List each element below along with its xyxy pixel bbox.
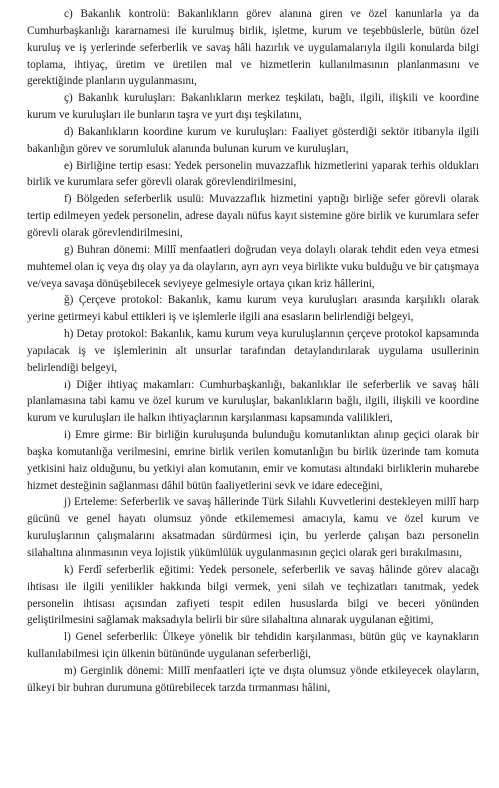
definition-paragraph-i-dotless: ı) Diğer ihtiyaç makamları: Cumhurbaşkanlığı, bakanlıklar ile seferberlik ve savaş hâli planlamasına tabi kamu ve özel kurum ve kuruluşlar, bakanlıkların bağlı, ilgili, ilişkili ve koordine kurum ve kuruluşları ile halkın ihtiyaçlarının karşılanması kapsamında valilikleri, xyxy=(27,378,479,425)
definition-paragraph-c: c) Bakanlık kontrolü: Bakanlıkların görev alanına giren ve özel kanunlarla ya da Cumhurbaşkanlığı kararnamesi ile kurulmuş birlik, işletme, kurum ve teşebbüslerle, bütün özel kuruluş ve iş yerlerinde seferberlik ve savaş hâli hazırlık ve uygulamalarıyla ilgili konularda bilgi toplama, ihtiyaç, üretim ve üretilen mal ve hizmetlerin kullanılmasının planlanmasını ve gerektiğinde planların uygulanmasını, xyxy=(27,8,479,88)
definition-paragraph-l: l) Genel seferberlik: Ülkeye yönelik bir tehdidin karşılanması, bütün güç ve kaynakların kullanılabilmesi için ülkenin bütününde uygulanan seferberliği, xyxy=(27,631,479,661)
definition-paragraph-i: i) Emre girme: Bir birliğin kuruluşunda bulunduğu komutanlıktan alınıp geçici olarak bir başka komutanlığa verilmesini, emrine birlik verilen komutanlığın bu birlik üzerinde tam komuta yetkisini haiz olduğunu, bu yetkiyi alan komutanın, emir ve komutası altındaki birliklerin muharebe hizmet desteğinin sağlanması dâhil bütün faaliyetlerini sevk ve idare edeceğini, xyxy=(27,429,479,492)
definition-paragraph-e: e) Birliğine tertip esası: Yedek personelin muvazzaflık hizmetlerini yaparak terhis oldukları birlik ve kurumlara sefer görevli olarak görevlendirilmesini, xyxy=(27,159,479,189)
definition-paragraph-j: j) Erteleme: Seferberlik ve savaş hâllerinde Türk Silahlı Kuvvetlerini destekleyen millî harp gücünü ve genel hayatı olumsuz yönde etkilememesi amacıyla, kamu ve özel kurum ve kuruluşlarının çalışmalarını aksatmadan sürdürmesi için, bu yerlerde çalışan bazı personelin silahaltına alınmasının veya lojistik yükümlülük uygulanmasının geçici olarak geri bırakılmasını, xyxy=(27,496,479,559)
definition-paragraph-f: f) Bölgeden seferberlik usulü: Muvazzaflık hizmetini yaptığı birliğe sefer görevli olarak tertip edilmeyen yedek personelin, adrese dayalı nüfus kayıt sistemine göre birlik ve kurumlara sefer görevli olarak görevlendirilmesini, xyxy=(27,193,479,239)
definition-paragraph-g: g) Buhran dönemi: Millî menfaatleri doğrudan veya dolaylı olarak tehdit eden veya etmesi muhtemel olan iç veya dış olay ya da olayların, ayrı ayrı veya birlikte vuku bulduğu ve bir çatışmaya ve/veya savaşa dönüşebilecek seviyeye gelmesiyle ortaya çıkan kriz hâllerini, xyxy=(27,243,479,290)
definition-paragraph-cc: ç) Bakanlık kuruluşları: Bakanlıkların merkez teşkilatı, bağlı, ilgili, ilişkili ve koordine kurum ve kuruluşları ile bunların taşra ve yurt dışı teşkilatını, xyxy=(27,92,479,122)
definition-paragraph-k: k) Ferdî seferberlik eğitimi: Yedek personele, seferberlik ve savaş hâlinde görev alacağı ihtisası ile ilgili yenilikler hakkında bilgi vermek, yeni silah ve teçhizatları tanıtmak, yedek personelin ihtisası açısından zafiyeti tespit edilen hususlarda bilgi ve beceri yönünden geliştirilmesini sağlamak maksadıyla belirli bir süre silahaltına alınarak uygulanan eğitimi, xyxy=(27,563,479,627)
definition-paragraph-m: m) Gerginlik dönemi: Millî menfaatleri içte ve dışta olumsuz yönde etkileyecek olayların, ülkeyi bir buhran durumuna götürebilecek tarzda tırmanması hâlini, xyxy=(27,664,479,694)
definition-paragraph-h: h) Detay protokol: Bakanlık, kamu kurum veya kuruluşlarının çerçeve protokol kapsamında yapılacak iş ve işlemlerinin alt unsurlar tarafından detaylandırılarak uygulama usullerinin belirlendiği belgeyi, xyxy=(27,328,479,374)
definition-paragraph-d: d) Bakanlıkların koordine kurum ve kuruluşları: Faaliyet gösterdiği sektör itibarıyla ilgili bakanlığın görev ve sorumluluk alanında bulunan kurum ve kuruluşları, xyxy=(27,125,479,155)
definition-paragraph-gg: ğ) Çerçeve protokol: Bakanlık, kamu kurum veya kuruluşları arasında karşılıklı olarak yerine getirmeyi kabul ettikleri iş ve işlemlerle ilgili ana esasların belirlendiği belgeyi, xyxy=(27,294,479,324)
